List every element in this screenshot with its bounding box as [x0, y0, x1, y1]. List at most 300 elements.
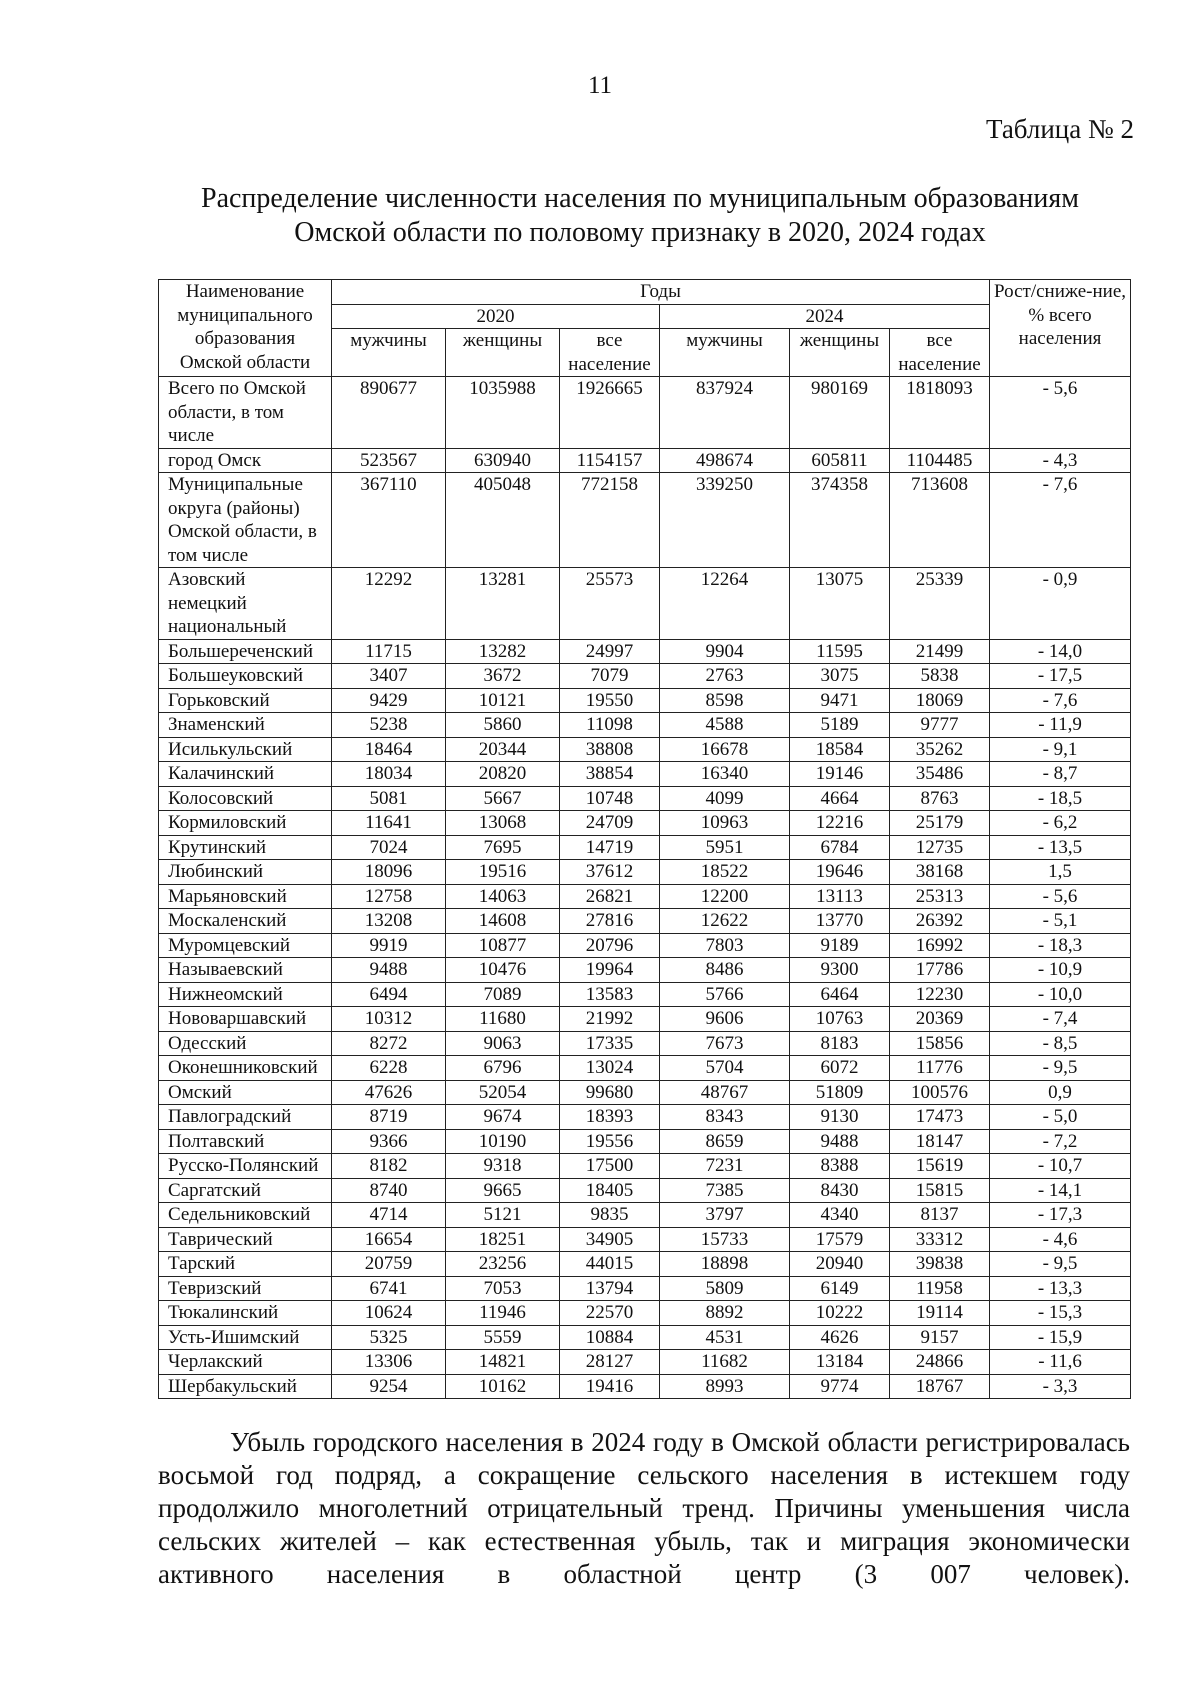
- row-value-cell-w20: 5559: [446, 1325, 560, 1350]
- row-value-cell-a20: 10884: [560, 1325, 660, 1350]
- row-value-cell-a24: 1818093: [890, 377, 990, 449]
- row-value-cell-a24: 19114: [890, 1301, 990, 1326]
- row-value-cell-w24: 980169: [790, 377, 890, 449]
- row-value-cell-ch: - 5,0: [990, 1105, 1131, 1130]
- row-value-cell-ch: - 5,6: [990, 884, 1131, 909]
- row-value-cell-m20: 9429: [332, 688, 446, 713]
- row-value-cell-a24: 24866: [890, 1350, 990, 1375]
- row-value-cell-m24: 5809: [660, 1276, 790, 1301]
- row-value-cell-a20: 34905: [560, 1227, 660, 1252]
- row-value-cell-m20: 13306: [332, 1350, 446, 1375]
- row-value-cell-w20: 11946: [446, 1301, 560, 1326]
- row-value-cell-m20: 4714: [332, 1203, 446, 1228]
- row-value-cell-m24: 5704: [660, 1056, 790, 1081]
- row-name-cell: Павлоградский: [159, 1105, 332, 1130]
- row-name-cell: Таврический: [159, 1227, 332, 1252]
- page-number: 11: [587, 72, 613, 99]
- row-name-cell: Большереченский: [159, 639, 332, 664]
- row-value-cell-m24: 12622: [660, 909, 790, 934]
- row-value-cell-w24: 3075: [790, 664, 890, 689]
- row-name-cell: Называевский: [159, 958, 332, 983]
- row-name-cell: Муромцевский: [159, 933, 332, 958]
- row-value-cell-a24: 15619: [890, 1154, 990, 1179]
- row-value-cell-m20: 11641: [332, 811, 446, 836]
- row-value-cell-a24: 25313: [890, 884, 990, 909]
- row-value-cell-m24: 2763: [660, 664, 790, 689]
- table-row: [159, 1007, 1131, 1032]
- table-row: [159, 1276, 1131, 1301]
- row-value-cell-a20: 10748: [560, 786, 660, 811]
- row-value-cell-a24: 15856: [890, 1031, 990, 1056]
- row-name-cell: Нововаршавский: [159, 1007, 332, 1032]
- row-value-cell-w20: 405048: [446, 473, 560, 568]
- table-title: [160, 182, 1120, 250]
- row-value-cell-ch: - 17,3: [990, 1203, 1131, 1228]
- row-value-cell-a20: 37612: [560, 860, 660, 885]
- table-row: [159, 1252, 1131, 1277]
- row-value-cell-a20: 24997: [560, 639, 660, 664]
- row-value-cell-a24: 18147: [890, 1129, 990, 1154]
- row-value-cell-a20: 13024: [560, 1056, 660, 1081]
- row-value-cell-w24: 18584: [790, 737, 890, 762]
- row-value-cell-w20: 9674: [446, 1105, 560, 1130]
- row-value-cell-w24: 6784: [790, 835, 890, 860]
- table-row: [159, 884, 1131, 909]
- table-row: [159, 1301, 1131, 1326]
- row-value-cell-a24: 17786: [890, 958, 990, 983]
- row-value-cell-w20: 6796: [446, 1056, 560, 1081]
- row-value-cell-m24: 16340: [660, 762, 790, 787]
- row-value-cell-a24: 35262: [890, 737, 990, 762]
- row-value-cell-w20: 14608: [446, 909, 560, 934]
- row-value-cell-m20: 47626: [332, 1080, 446, 1105]
- row-value-cell-w24: 8388: [790, 1154, 890, 1179]
- table-title-line-2: Омской области по половому признаку в 2020, 2024 годах: [294, 217, 986, 248]
- row-value-cell-w20: 5860: [446, 713, 560, 738]
- row-value-cell-m20: 523567: [332, 448, 446, 473]
- row-value-cell-w20: 20344: [446, 737, 560, 762]
- row-value-cell-w24: 6149: [790, 1276, 890, 1301]
- row-value-cell-m24: 7673: [660, 1031, 790, 1056]
- row-name-cell: Кормиловский: [159, 811, 332, 836]
- row-value-cell-w20: 9318: [446, 1154, 560, 1179]
- row-value-cell-m20: 9488: [332, 958, 446, 983]
- row-value-cell-ch: - 13,5: [990, 835, 1131, 860]
- row-value-cell-w24: 4626: [790, 1325, 890, 1350]
- row-value-cell-w24: 9774: [790, 1374, 890, 1399]
- header-women-2024: женщины: [790, 329, 890, 377]
- row-value-cell-ch: - 15,3: [990, 1301, 1131, 1326]
- row-value-cell-w24: 13113: [790, 884, 890, 909]
- row-value-cell-m24: 48767: [660, 1080, 790, 1105]
- row-value-cell-ch: - 9,5: [990, 1056, 1131, 1081]
- row-value-cell-m20: 12292: [332, 568, 446, 640]
- row-value-cell-w24: 9189: [790, 933, 890, 958]
- table-row: [159, 860, 1131, 885]
- row-name-cell: Тевризский: [159, 1276, 332, 1301]
- row-value-cell-ch: - 7,4: [990, 1007, 1131, 1032]
- row-value-cell-m20: 7024: [332, 835, 446, 860]
- row-value-cell-w20: 14821: [446, 1350, 560, 1375]
- row-value-cell-ch: - 13,3: [990, 1276, 1131, 1301]
- row-value-cell-w24: 20940: [790, 1252, 890, 1277]
- row-value-cell-w24: 17579: [790, 1227, 890, 1252]
- row-value-cell-ch: - 14,1: [990, 1178, 1131, 1203]
- table-row: [159, 982, 1131, 1007]
- row-value-cell-a20: 772158: [560, 473, 660, 568]
- row-value-cell-a20: 17500: [560, 1154, 660, 1179]
- row-value-cell-m20: 11715: [332, 639, 446, 664]
- row-value-cell-a24: 18069: [890, 688, 990, 713]
- row-value-cell-w24: 9471: [790, 688, 890, 713]
- row-value-cell-a20: 11098: [560, 713, 660, 738]
- row-name-cell: Большеуковский: [159, 664, 332, 689]
- row-value-cell-m24: 11682: [660, 1350, 790, 1375]
- row-value-cell-m24: 15733: [660, 1227, 790, 1252]
- row-value-cell-w20: 11680: [446, 1007, 560, 1032]
- row-value-cell-m24: 5951: [660, 835, 790, 860]
- row-value-cell-m24: 8892: [660, 1301, 790, 1326]
- row-value-cell-m24: 12200: [660, 884, 790, 909]
- table-row: [159, 933, 1131, 958]
- table-row: [159, 1080, 1131, 1105]
- table-row: [159, 448, 1131, 473]
- row-name-cell: Шербакульский: [159, 1374, 332, 1399]
- row-name-cell: Оконешниковский: [159, 1056, 332, 1081]
- row-value-cell-ch: - 5,6: [990, 377, 1131, 449]
- row-value-cell-w24: 9300: [790, 958, 890, 983]
- table-row: [159, 737, 1131, 762]
- row-value-cell-ch: - 18,5: [990, 786, 1131, 811]
- row-value-cell-a20: 44015: [560, 1252, 660, 1277]
- table-row: [159, 713, 1131, 738]
- row-value-cell-w24: 8430: [790, 1178, 890, 1203]
- header-year-2024: 2024: [660, 304, 990, 329]
- row-value-cell-w20: 18251: [446, 1227, 560, 1252]
- row-value-cell-m20: 367110: [332, 473, 446, 568]
- row-value-cell-a24: 1104485: [890, 448, 990, 473]
- table-row: [159, 1227, 1131, 1252]
- row-name-cell: Муниципальные округа (районы) Омской области, в том числе: [159, 473, 332, 568]
- row-value-cell-w20: 10476: [446, 958, 560, 983]
- row-name-cell: Черлакский: [159, 1350, 332, 1375]
- row-value-cell-a24: 18767: [890, 1374, 990, 1399]
- row-value-cell-a24: 20369: [890, 1007, 990, 1032]
- row-value-cell-a20: 26821: [560, 884, 660, 909]
- row-value-cell-m24: 9606: [660, 1007, 790, 1032]
- table-row: [159, 958, 1131, 983]
- row-value-cell-w24: 6072: [790, 1056, 890, 1081]
- row-value-cell-w20: 13282: [446, 639, 560, 664]
- table-row: [159, 811, 1131, 836]
- row-value-cell-m20: 6741: [332, 1276, 446, 1301]
- row-name-cell: Знаменский: [159, 713, 332, 738]
- row-value-cell-ch: - 11,6: [990, 1350, 1131, 1375]
- table-row: [159, 1129, 1131, 1154]
- row-value-cell-a20: 13583: [560, 982, 660, 1007]
- row-value-cell-w24: 6464: [790, 982, 890, 1007]
- row-value-cell-m20: 5238: [332, 713, 446, 738]
- row-value-cell-w20: 10121: [446, 688, 560, 713]
- row-name-cell: Нижнеомский: [159, 982, 332, 1007]
- row-name-cell: Усть-Ишимский: [159, 1325, 332, 1350]
- table-row: [159, 377, 1131, 449]
- table-row: [159, 762, 1131, 787]
- row-value-cell-m24: 4099: [660, 786, 790, 811]
- row-value-cell-ch: - 6,2: [990, 811, 1131, 836]
- header-year-2020: 2020: [332, 304, 660, 329]
- row-value-cell-a20: 99680: [560, 1080, 660, 1105]
- row-value-cell-m24: 339250: [660, 473, 790, 568]
- table-row: [159, 639, 1131, 664]
- header-name: Наименование муниципального образования Омской области: [159, 280, 332, 377]
- row-value-cell-ch: 1,5: [990, 860, 1131, 885]
- row-value-cell-m24: 7803: [660, 933, 790, 958]
- row-value-cell-a24: 35486: [890, 762, 990, 787]
- row-value-cell-m24: 7385: [660, 1178, 790, 1203]
- row-value-cell-a24: 11776: [890, 1056, 990, 1081]
- row-value-cell-w24: 12216: [790, 811, 890, 836]
- row-value-cell-w24: 19146: [790, 762, 890, 787]
- table-body: [159, 377, 1131, 1399]
- row-value-cell-a24: 21499: [890, 639, 990, 664]
- row-value-cell-a24: 713608: [890, 473, 990, 568]
- row-value-cell-a20: 9835: [560, 1203, 660, 1228]
- row-value-cell-ch: - 4,3: [990, 448, 1131, 473]
- header-women-2020: женщины: [446, 329, 560, 377]
- row-value-cell-ch: - 15,9: [990, 1325, 1131, 1350]
- row-value-cell-w20: 10190: [446, 1129, 560, 1154]
- row-value-cell-w20: 10877: [446, 933, 560, 958]
- table-row: [159, 664, 1131, 689]
- row-value-cell-w24: 13770: [790, 909, 890, 934]
- row-name-cell: Омский: [159, 1080, 332, 1105]
- table-row: [159, 1105, 1131, 1130]
- row-value-cell-m20: 13208: [332, 909, 446, 934]
- row-name-cell: Исилькульский: [159, 737, 332, 762]
- row-value-cell-w24: 8183: [790, 1031, 890, 1056]
- row-value-cell-m24: 837924: [660, 377, 790, 449]
- row-value-cell-ch: - 5,1: [990, 909, 1131, 934]
- row-value-cell-w24: 374358: [790, 473, 890, 568]
- row-value-cell-m24: 8993: [660, 1374, 790, 1399]
- row-value-cell-a24: 17473: [890, 1105, 990, 1130]
- row-value-cell-m24: 18898: [660, 1252, 790, 1277]
- row-value-cell-w24: 4340: [790, 1203, 890, 1228]
- population-table: [158, 279, 1131, 1399]
- row-value-cell-a20: 25573: [560, 568, 660, 640]
- row-name-cell: Москаленский: [159, 909, 332, 934]
- row-name-cell: Седельниковский: [159, 1203, 332, 1228]
- row-value-cell-w20: 14063: [446, 884, 560, 909]
- row-value-cell-a20: 20796: [560, 933, 660, 958]
- row-value-cell-ch: - 18,3: [990, 933, 1131, 958]
- row-value-cell-m20: 9919: [332, 933, 446, 958]
- row-value-cell-m20: 9366: [332, 1129, 446, 1154]
- row-value-cell-m24: 5766: [660, 982, 790, 1007]
- table-row: [159, 473, 1131, 568]
- row-name-cell: Калачинский: [159, 762, 332, 787]
- row-value-cell-ch: - 4,6: [990, 1227, 1131, 1252]
- row-value-cell-m20: 20759: [332, 1252, 446, 1277]
- row-value-cell-m20: 18096: [332, 860, 446, 885]
- row-value-cell-a24: 25179: [890, 811, 990, 836]
- row-value-cell-ch: - 10,7: [990, 1154, 1131, 1179]
- row-value-cell-w24: 5189: [790, 713, 890, 738]
- table-title-line-1: Распределение численности населения по муниципальным образованиям: [201, 183, 1079, 214]
- row-value-cell-w24: 10222: [790, 1301, 890, 1326]
- row-value-cell-m24: 7231: [660, 1154, 790, 1179]
- row-value-cell-w24: 9488: [790, 1129, 890, 1154]
- row-value-cell-ch: - 10,9: [990, 958, 1131, 983]
- row-value-cell-w20: 630940: [446, 448, 560, 473]
- row-value-cell-a20: 18393: [560, 1105, 660, 1130]
- row-value-cell-ch: 0,9: [990, 1080, 1131, 1105]
- table-row: [159, 786, 1131, 811]
- row-value-cell-m20: 8272: [332, 1031, 446, 1056]
- paragraph-text: Убыль городского населения в 2024 году в Омской области регистрировалась восьмой год подряд, а сокращение сельского населения в истекшем году продолжило многолетний отрицательный тренд. Причины уменьшения числа сельских жителей – как естественная убыль, так и миграция экономически активного населения в областной центр (3 007 человек).: [158, 1427, 1130, 1589]
- row-value-cell-m20: 890677: [332, 377, 446, 449]
- body-paragraph: [158, 1426, 1130, 1591]
- row-value-cell-w20: 1035988: [446, 377, 560, 449]
- table-row: [159, 1178, 1131, 1203]
- row-value-cell-m20: 18464: [332, 737, 446, 762]
- row-value-cell-ch: - 9,1: [990, 737, 1131, 762]
- row-value-cell-a20: 17335: [560, 1031, 660, 1056]
- row-value-cell-a24: 15815: [890, 1178, 990, 1203]
- table-row: [159, 1203, 1131, 1228]
- row-value-cell-w24: 13075: [790, 568, 890, 640]
- row-value-cell-m24: 8486: [660, 958, 790, 983]
- row-value-cell-m24: 8343: [660, 1105, 790, 1130]
- row-value-cell-m20: 5081: [332, 786, 446, 811]
- row-value-cell-a20: 13794: [560, 1276, 660, 1301]
- row-name-cell: Горьковский: [159, 688, 332, 713]
- row-value-cell-a20: 7079: [560, 664, 660, 689]
- header-all-2024: все население: [890, 329, 990, 377]
- table-row: [159, 1350, 1131, 1375]
- row-value-cell-a20: 19550: [560, 688, 660, 713]
- row-value-cell-m24: 4531: [660, 1325, 790, 1350]
- table-header: [159, 280, 1131, 377]
- row-value-cell-w20: 7053: [446, 1276, 560, 1301]
- header-all-2020: все население: [560, 329, 660, 377]
- row-value-cell-m24: 8659: [660, 1129, 790, 1154]
- row-value-cell-a20: 19416: [560, 1374, 660, 1399]
- row-value-cell-m20: 10312: [332, 1007, 446, 1032]
- header-years: Годы: [332, 280, 990, 305]
- row-name-cell: Одесский: [159, 1031, 332, 1056]
- row-value-cell-w20: 23256: [446, 1252, 560, 1277]
- row-value-cell-m24: 8598: [660, 688, 790, 713]
- row-value-cell-m20: 10624: [332, 1301, 446, 1326]
- row-value-cell-a20: 1926665: [560, 377, 660, 449]
- row-name-cell: Всего по Омской области, в том числе: [159, 377, 332, 449]
- row-value-cell-m20: 9254: [332, 1374, 446, 1399]
- row-value-cell-ch: - 7,6: [990, 688, 1131, 713]
- table-row: [159, 568, 1131, 640]
- row-value-cell-m24: 10963: [660, 811, 790, 836]
- row-value-cell-a20: 38854: [560, 762, 660, 787]
- table-row: [159, 1056, 1131, 1081]
- row-name-cell: Тарский: [159, 1252, 332, 1277]
- row-value-cell-w20: 3672: [446, 664, 560, 689]
- row-value-cell-ch: - 17,5: [990, 664, 1131, 689]
- row-value-cell-w24: 13184: [790, 1350, 890, 1375]
- row-value-cell-w20: 5121: [446, 1203, 560, 1228]
- row-value-cell-a20: 21992: [560, 1007, 660, 1032]
- row-value-cell-w20: 9665: [446, 1178, 560, 1203]
- row-value-cell-a24: 5838: [890, 664, 990, 689]
- row-value-cell-a20: 14719: [560, 835, 660, 860]
- row-name-cell: Тюкалинский: [159, 1301, 332, 1326]
- table-row: [159, 909, 1131, 934]
- row-value-cell-a20: 1154157: [560, 448, 660, 473]
- row-value-cell-w20: 7695: [446, 835, 560, 860]
- row-name-cell: Русско-Полянский: [159, 1154, 332, 1179]
- row-value-cell-w20: 52054: [446, 1080, 560, 1105]
- row-value-cell-ch: - 3,3: [990, 1374, 1131, 1399]
- row-value-cell-w24: 19646: [790, 860, 890, 885]
- row-value-cell-w24: 9130: [790, 1105, 890, 1130]
- table-row: [159, 1154, 1131, 1179]
- row-value-cell-a24: 33312: [890, 1227, 990, 1252]
- row-value-cell-m24: 12264: [660, 568, 790, 640]
- row-value-cell-w20: 13068: [446, 811, 560, 836]
- row-value-cell-a24: 26392: [890, 909, 990, 934]
- row-value-cell-m24: 4588: [660, 713, 790, 738]
- row-value-cell-ch: - 10,0: [990, 982, 1131, 1007]
- row-value-cell-w20: 5667: [446, 786, 560, 811]
- row-value-cell-a20: 24709: [560, 811, 660, 836]
- row-value-cell-m20: 18034: [332, 762, 446, 787]
- row-value-cell-a20: 38808: [560, 737, 660, 762]
- row-value-cell-a20: 28127: [560, 1350, 660, 1375]
- row-value-cell-m20: 8182: [332, 1154, 446, 1179]
- row-name-cell: Азовский немецкий национальный: [159, 568, 332, 640]
- row-value-cell-a24: 25339: [890, 568, 990, 640]
- row-value-cell-m20: 6228: [332, 1056, 446, 1081]
- row-value-cell-a20: 27816: [560, 909, 660, 934]
- row-value-cell-a24: 8137: [890, 1203, 990, 1228]
- header-men-2024: мужчины: [660, 329, 790, 377]
- row-value-cell-w24: 11595: [790, 639, 890, 664]
- row-value-cell-w20: 20820: [446, 762, 560, 787]
- table-row: [159, 688, 1131, 713]
- row-value-cell-w24: 10763: [790, 1007, 890, 1032]
- table-row: [159, 1325, 1131, 1350]
- row-value-cell-w20: 7089: [446, 982, 560, 1007]
- row-value-cell-a24: 39838: [890, 1252, 990, 1277]
- row-value-cell-m20: 5325: [332, 1325, 446, 1350]
- table-row: [159, 1031, 1131, 1056]
- row-name-cell: Любинский: [159, 860, 332, 885]
- row-value-cell-a20: 18405: [560, 1178, 660, 1203]
- row-value-cell-a20: 19964: [560, 958, 660, 983]
- row-value-cell-m24: 3797: [660, 1203, 790, 1228]
- row-value-cell-ch: - 9,5: [990, 1252, 1131, 1277]
- header-men-2020: мужчины: [332, 329, 446, 377]
- row-value-cell-ch: - 8,7: [990, 762, 1131, 787]
- row-value-cell-a20: 19556: [560, 1129, 660, 1154]
- row-value-cell-a24: 11958: [890, 1276, 990, 1301]
- row-value-cell-w20: 9063: [446, 1031, 560, 1056]
- row-value-cell-a24: 9157: [890, 1325, 990, 1350]
- row-value-cell-ch: - 14,0: [990, 639, 1131, 664]
- row-value-cell-w24: 51809: [790, 1080, 890, 1105]
- row-value-cell-m20: 16654: [332, 1227, 446, 1252]
- row-value-cell-m24: 16678: [660, 737, 790, 762]
